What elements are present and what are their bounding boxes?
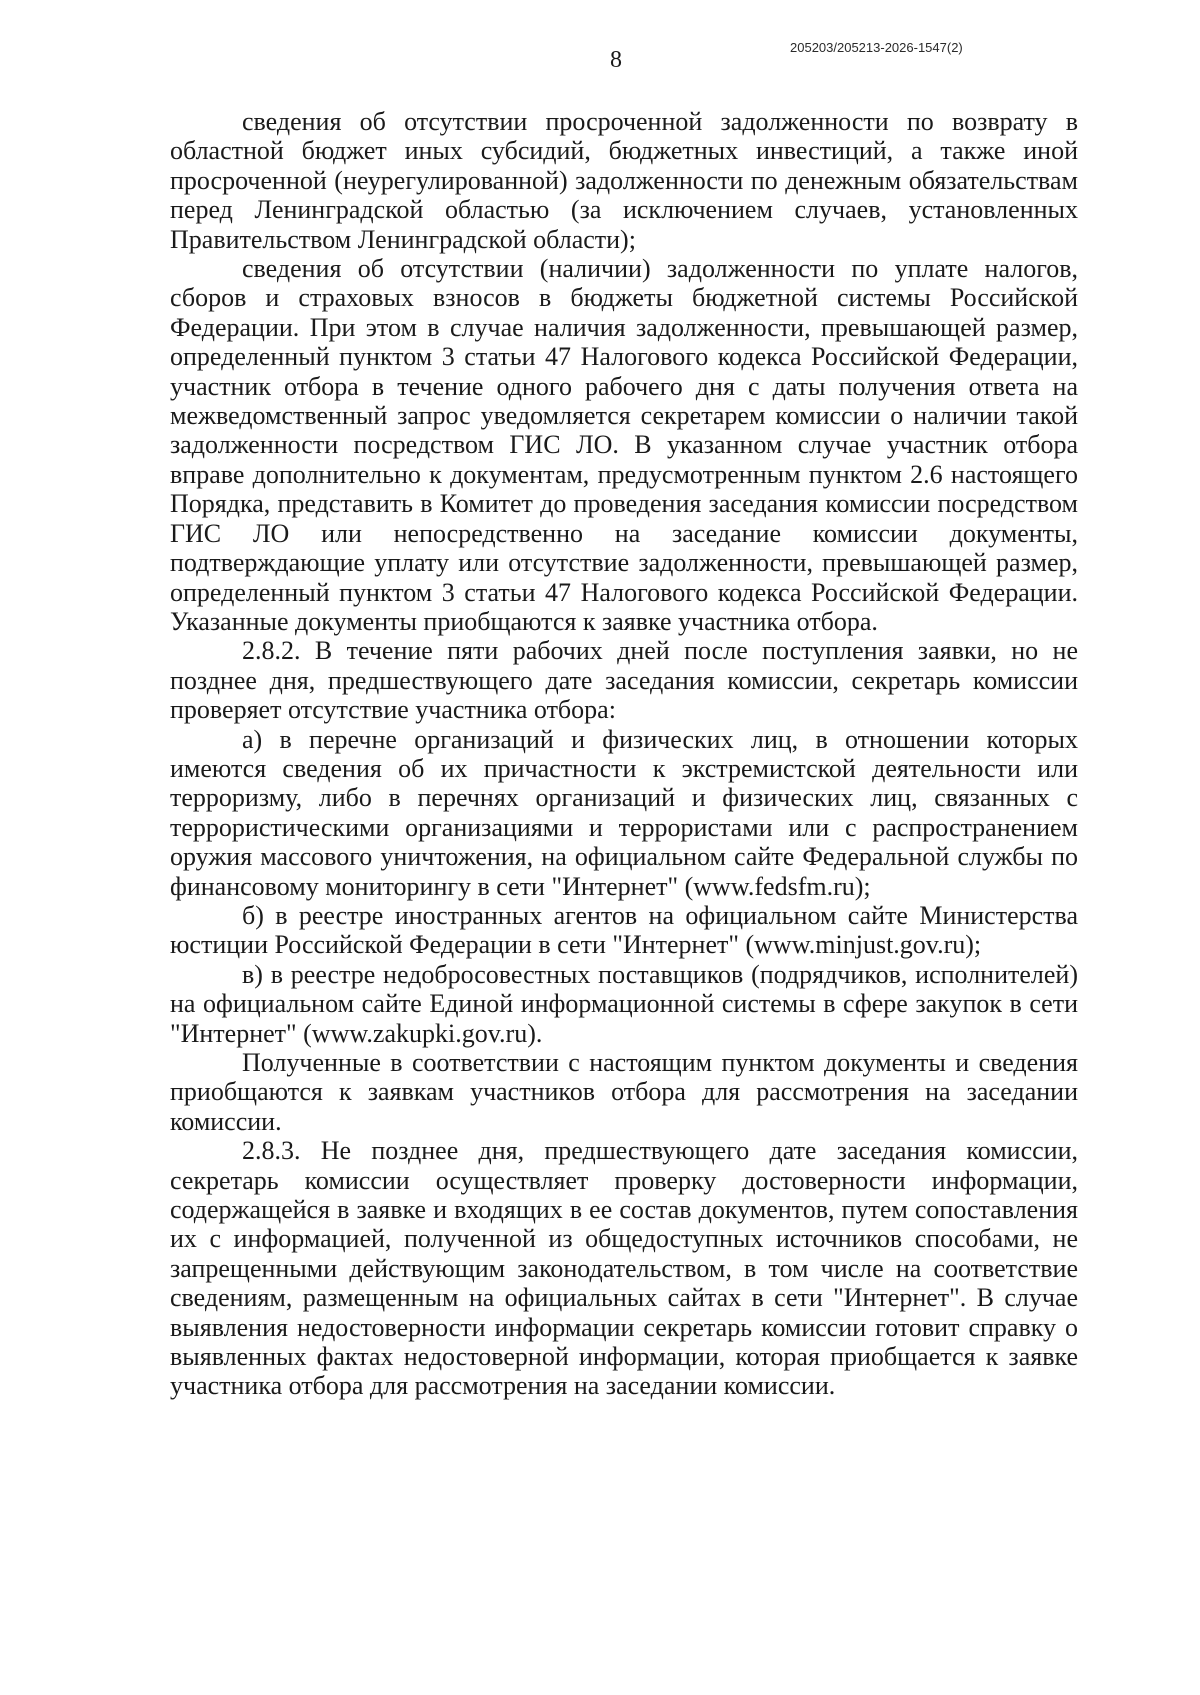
document-id: 205203/205213-2026-1547(2) xyxy=(790,40,963,55)
page-number: 8 xyxy=(610,47,622,73)
paragraph-tax-debt-info: сведения об отсутствии (наличии) задолженности по уплате налогов, сборов и страховых взносов в бюджеты бюджетной системы Российской Федерации. При этом в случае наличия задолженности, превышающей размер, определенный пунктом 3 статьи 47 Налогового кодекса Российской Федерации, участник отбора в течение одного рабочего дня с даты получения ответа на межведомственный запрос уведомляется секретарем комиссии о наличии такой задолженности посредством ГИС ЛО. В указанном случае участник отбора вправе дополнительно к документам, предусмотренным пунктом 2.6 настоящего Порядка, представить в Комитет до проведения заседания комиссии посредством ГИС ЛО или непосредственно на заседание комиссии документы, подтверждающие уплату или отсутствие задолженности, превышающей размер, определенный пунктом 3 статьи 47 Налогового кодекса Российской Федерации. Указанные документы приобщаются к заявке участника отбора. xyxy=(170,254,1078,636)
paragraph-documents-attached: Полученные в соответствии с настоящим пунктом документы и сведения приобщаются к заявкам участников отбора для рассмотрения на заседании комиссии. xyxy=(170,1048,1078,1136)
paragraph-item-v: в) в реестре недобросовестных поставщиков (подрядчиков, исполнителей) на официальном сайте Единой информационной системы в сфере закупок в сети "Интернет" (www.zakupki.gov.ru). xyxy=(170,959,1078,1048)
document-body xyxy=(170,107,1078,1401)
paragraph-2-8-2: 2.8.2. В течение пяти рабочих дней после поступления заявки, но не позднее дня, предшествующего дате заседания комиссии, секретарь комиссии проверяет отсутствие участника отбора: xyxy=(170,636,1078,725)
paragraph-item-b: б) в реестре иностранных агентов на официальном сайте Министерства юстиции Российской Федерации в сети "Интернет" (www.minjust.gov.ru); xyxy=(170,900,1078,960)
paragraph-item-a: а) в перечне организаций и физических лиц, в отношении которых имеются сведения об их причастности к экстремистской деятельности или терроризму, либо в перечнях организаций и физических лиц, связанных с террористическими организациями и террористами или с распространением оружия массового уничтожения, на официальном сайте Федеральной службы по финансовому мониторингу в сети "Интернет" (www.fedsfm.ru); xyxy=(170,724,1078,901)
paragraph-2-8-3: 2.8.3. Не позднее дня, предшествующего дате заседания комиссии, секретарь комиссии осуществляет проверку достоверности информации, содержащейся в заявке и входящих в ее состав документов, путем сопоставления их с информацией, полученной из общедоступных источников способами, не запрещенными действующим законодательством, в том числе на соответствие сведениям, размещенным на официальных сайтах в сети "Интернет". В случае выявления недостоверности информации секретарь комиссии готовит справку о выявленных фактах недостоверной информации, которая приобщается к заявке участника отбора для рассмотрения на заседании комиссии. xyxy=(170,1136,1078,1401)
paragraph-overdue-debt-info: сведения об отсутствии просроченной задолженности по возврату в областной бюджет иных субсидий, бюджетных инвестиций, а также иной просроченной (неурегулированной) задолженности по денежным обязательствам перед Ленинградской областью (за исключением случаев, установленных Правительством Ленинградской области); xyxy=(170,107,1078,254)
